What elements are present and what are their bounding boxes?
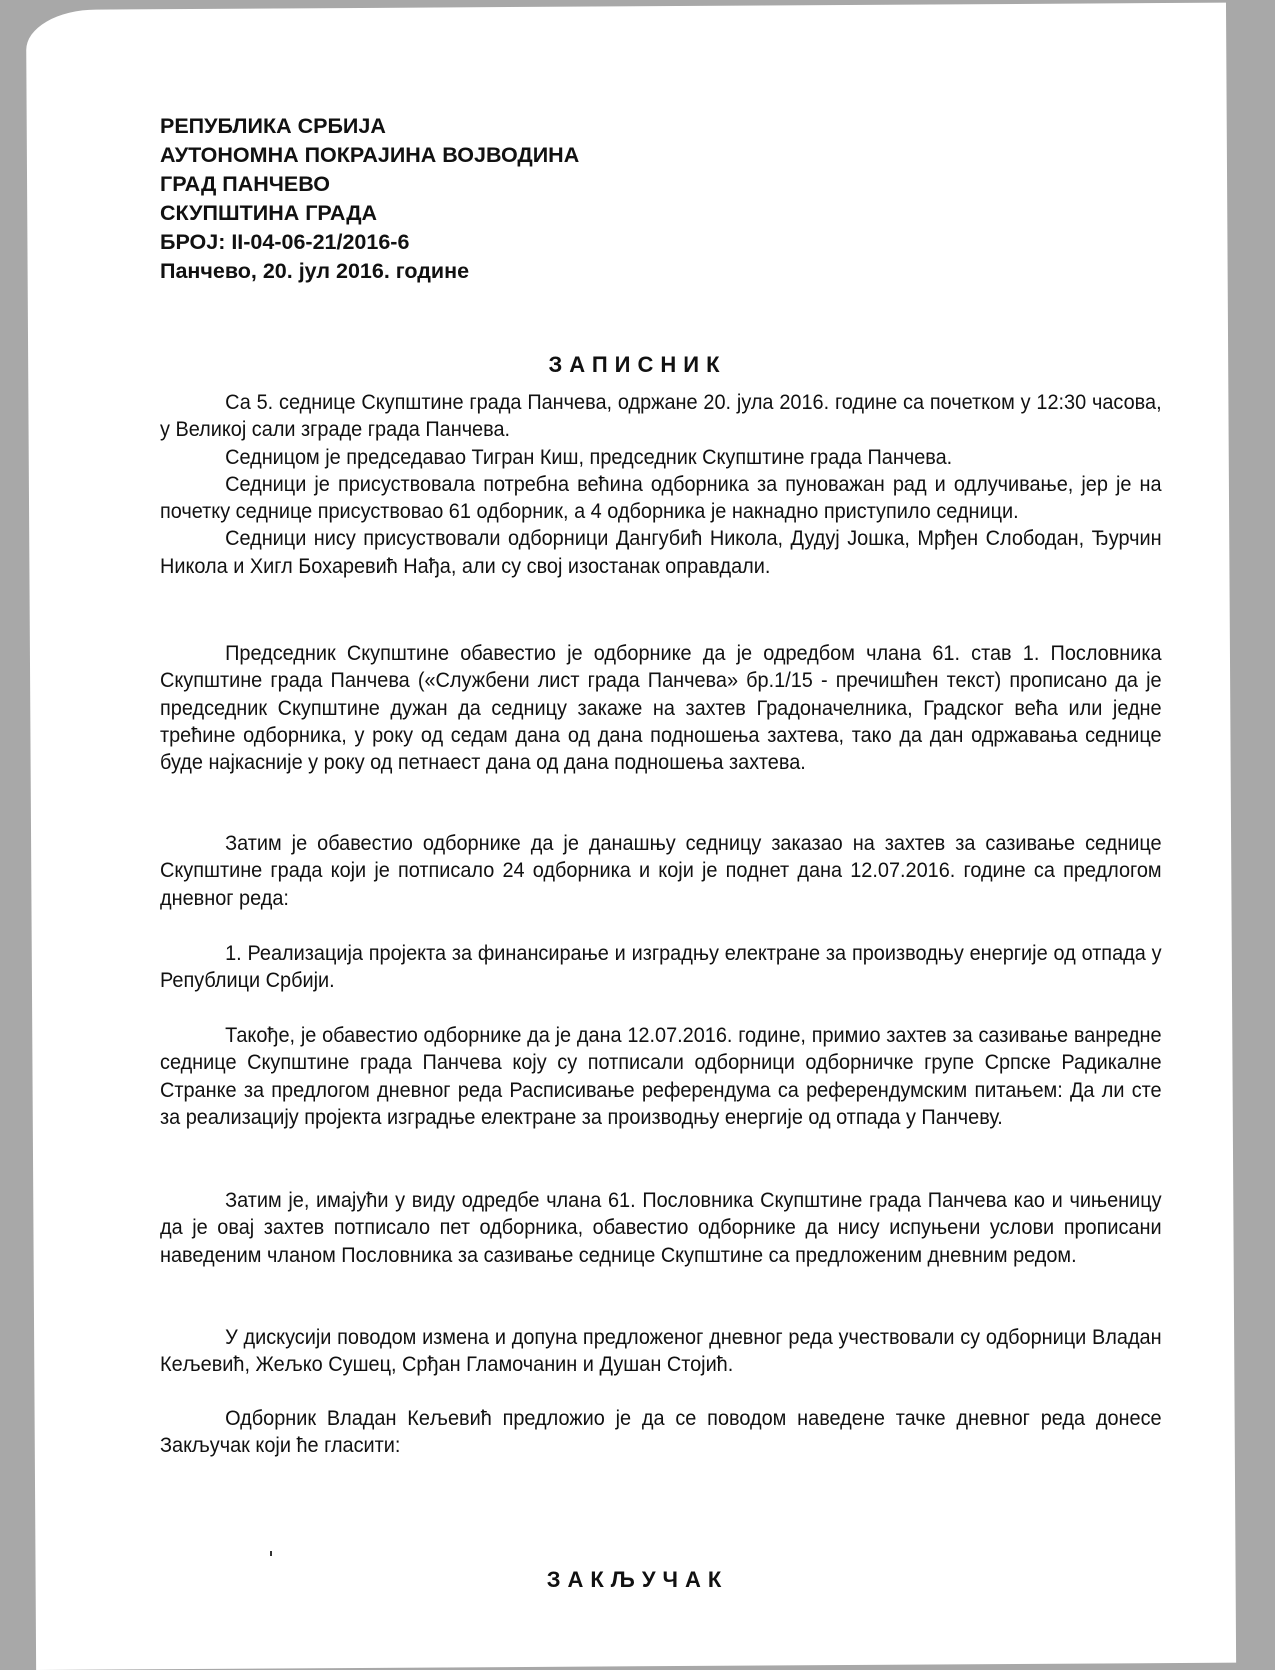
header-assembly: СКУПШТИНА ГРАДА [160,201,378,225]
paragraph-group-5 [160,1187,1162,1269]
header-country: РЕПУБЛИКА СРБИЈА [160,114,386,138]
scan-speck [270,1551,272,1556]
paragraph-group-3 [160,830,1162,912]
paragraph-group-7 [160,1405,1162,1460]
paragraph-quorum: Седници је присуствовала потребна већина одборника за пуноважан рад и одлучивање, јер је на почетку седнице присуствовао 61 одборник, а 4 одборника је накнадно приступило седници. [160,471,1162,524]
paragraph-group-4 [160,1022,1162,1131]
paragraph-group-1 [160,389,1162,580]
document-title: ЗАПИСНИК [548,352,727,377]
header-city: ГРАД ПАНЧЕВО [160,172,330,196]
paragraph-chair: Седницом је председавао Тигран Киш, председник Скупштине града Панчева. [225,444,953,469]
header-reference-number: БРОЈ: II-04-06-21/2016-6 [160,230,410,254]
paragraph-group-6 [160,1324,1162,1379]
header-place-date: Панчево, 20. јул 2016. године [160,259,470,283]
paragraph-scheduling: Затим је обавестио одборнике да је данашњу седницу заказао на захтев за сазивање седнице Скупштине града који је потписало 24 одборника и који је поднет дана 12.07.2016. године са предлогом дневног реда: [160,831,1162,910]
paragraph-session-info: Са 5. седнице Скупштине града Панчева, одржане 20. јула 2016. године са почетком у 12:30 часова, у Великој сали зграде града Панчева. [160,390,1162,442]
conclusion-title: ЗАКЉУЧАК [546,1567,729,1592]
paragraph-extra-request: Такође, је обавестио одборнике да је дана 12.07.2016. године, примио захтев за сазивање ванредне седнице Скупштине града Панчева коју су потписали одборници одборничке групе Српске Радикалне Странке за предлогом дневног реда Расписивање референдума са референдумским питањем: Да ли сте за реализацију пројекта изградње електране за производњу енергије од отпада у Панчеву. [160,1023,1162,1129]
document-header [160,112,579,286]
paragraph-group-2 [160,640,1162,776]
agenda-item: 1. Реализација пројекта за финансирање и изградњу електране за производњу енергије од отпада у Републици Србији. [160,941,1162,993]
agenda-list [160,940,1162,995]
paragraph-absent: Седници нису присуствовали одборници Дангубић Никола, Дудуј Јошка, Мрђен Слободан, Ђурчин Никола и Хигл Бохаревић Нађа, али су свој изостанак оправдали. [160,526,1162,578]
paragraph-rules: Председник Скупштине обавестио је одборнике да је одредбом члана 61. став 1. Пословника Скупштине града Панчева («Службени лист града Панчева» бр.1/15 - пречишћен текст) прописано да је председник Скупштине дужан да седницу закаже на захтев Градоначелника, Градског већа или једне трећине одборника, у року од седам дана од дана подношења захтева, тако да дан одржавања седнице буде најкасније у року од петнаест дана од дана подношења захтева. [160,641,1162,775]
paragraph-conditions: Затим је, имајући у виду одредбе члана 61. Пословника Скупштине града Панчева као и чињеницу да је овај захтев потписало пет одборника, обавестио одборнике да нису испуњени услови прописани наведеним чланом Пословника за сазивање седнице Скупштине са предложеним дневним редом. [160,1188,1162,1267]
header-province: АУТОНОМНА ПОКРАЈИНА ВОЈВОДИНА [160,143,580,167]
paragraph-discussion: У дискусији поводом измена и допуна предложеног дневног реда учествовали су одборници Владан Кељевић, Жељко Сушец, Срђан Гламочанин и Душан Стојић. [160,1325,1162,1377]
paragraph-proposal: Одборник Владан Кељевић предложио је да се поводом наведене тачке дневног реда донесе Закључак који ће гласити: [160,1406,1162,1458]
